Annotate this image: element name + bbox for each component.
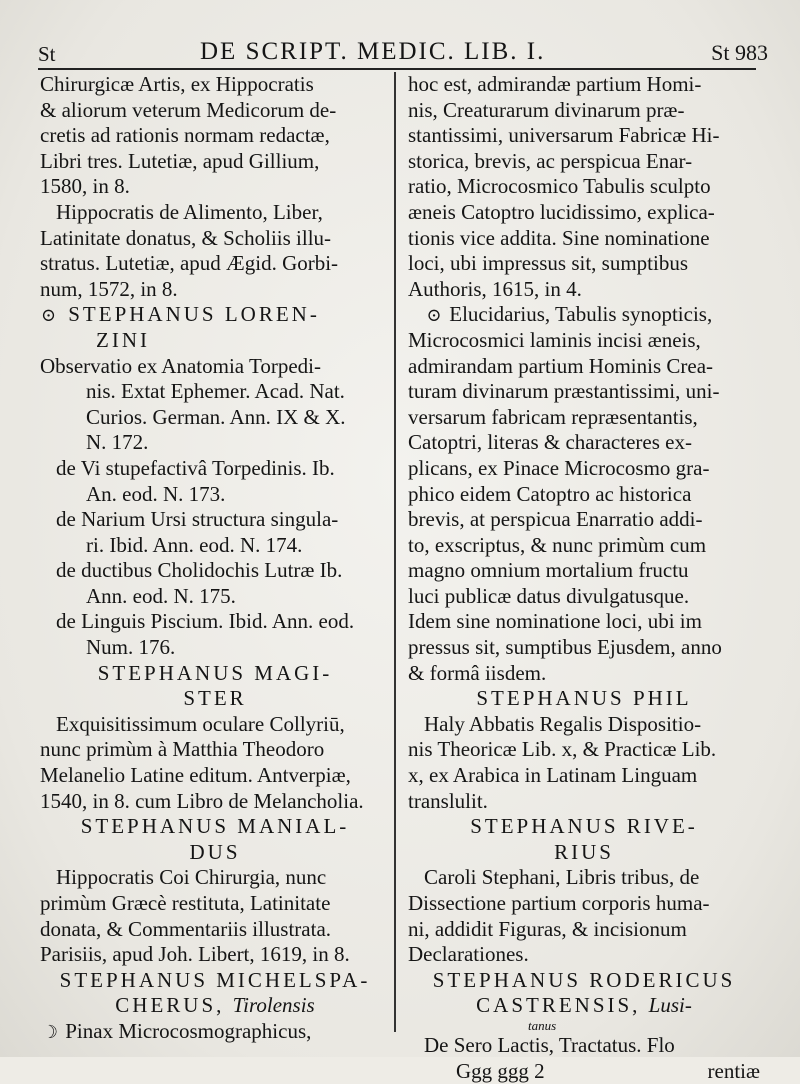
right-column <box>408 72 760 1084</box>
line-text: plicans, ex Pinace Microcosmo gra- <box>408 455 710 480</box>
right-line <box>408 814 760 840</box>
header-title: DE SCRIPT. MEDIC. LIB. I. <box>200 38 546 65</box>
line-text: Elucidarius, Tabulis synopticis, <box>449 302 713 327</box>
left-line <box>40 200 390 226</box>
right-line <box>408 533 760 559</box>
right-line <box>408 763 760 789</box>
right-line <box>408 328 760 354</box>
line-text: nis. Extat Ephemer. Acad. Nat. <box>86 379 345 404</box>
line-text: pressus sit, sumptibus Ejusdem, anno <box>408 635 722 660</box>
running-header <box>38 38 768 68</box>
line-text: Observatio ex Anatomia Torpedi- <box>40 353 321 378</box>
line-text: Dissectione partium corporis huma- <box>408 891 710 915</box>
line-text: stratus. Lutetiæ, apud Ægid. Gorbi- <box>40 251 339 276</box>
line-text: De Sero Lactis, Tractatus. Flo <box>424 1032 675 1057</box>
line-text: & formâ iisdem. <box>408 660 547 685</box>
line-text: loci, ubi impressus sit, sumptibus <box>408 251 689 276</box>
line-text: Catoptri, literas & characteres ex- <box>408 430 692 455</box>
left-line <box>40 226 390 252</box>
line-text: CHERUS, <box>115 993 233 1018</box>
line-text: admirandam partium Hominis Crea- <box>408 353 714 378</box>
line-text: ri. Ibid. Ann. eod. N. 174. <box>86 532 303 557</box>
line-text: tanus <box>528 1018 557 1033</box>
right-line <box>408 174 760 200</box>
left-line <box>40 379 390 405</box>
left-line <box>40 149 390 175</box>
line-text: turam divinarum præstantissimi, uni- <box>408 379 720 404</box>
left-line <box>40 584 390 610</box>
left-line <box>40 942 390 968</box>
line-text: versarum fabricam repræsentantis, <box>408 404 698 429</box>
line-text: nis, Creaturarum divinarum præ- <box>408 97 685 122</box>
right-line <box>408 993 760 1019</box>
header-right: St 983 <box>711 40 768 65</box>
right-line <box>408 737 760 763</box>
left-line <box>40 482 390 508</box>
line-text: STEPHANUS RODERICUS <box>432 967 736 992</box>
left-line <box>40 558 390 584</box>
right-line <box>408 891 760 917</box>
right-line <box>408 251 760 277</box>
left-line <box>40 302 390 328</box>
left-line <box>40 72 390 98</box>
header-left: St <box>38 42 56 66</box>
left-line <box>40 328 390 354</box>
line-text: phico eidem Catoptro ac historica <box>408 481 692 506</box>
left-line <box>40 789 390 815</box>
line-text: Haly Abbatis Regalis Dispositio- <box>424 711 702 736</box>
line-text: stantissimi, universarum Fabricæ Hi- <box>408 123 720 148</box>
left-line <box>40 251 390 277</box>
right-line <box>408 379 760 405</box>
right-line <box>408 72 760 98</box>
line-text: ZINI <box>96 327 150 352</box>
line-text: STEPHANUS MAGI- <box>97 660 333 685</box>
line-text: Chirurgicæ Artis, ex Hippocratis <box>40 72 314 96</box>
line-text: luci publicæ datus divulgatusque. <box>408 583 690 608</box>
left-line <box>40 174 390 200</box>
italic-epithet: Lusi- <box>648 993 692 1018</box>
line-text: primùm Græcè restituta, Latinitate <box>40 891 331 915</box>
line-text: Hippocratis de Alimento, Liber, <box>56 199 323 224</box>
line-text: tionis vice addita. Sine nominatione <box>408 225 710 250</box>
line-text: Pinax Microcosmographicus, <box>65 1018 312 1043</box>
right-line <box>408 354 760 380</box>
right-line <box>408 123 760 149</box>
line-text: nunc primùm à Matthia Theodoro <box>40 737 325 762</box>
left-line <box>40 917 390 943</box>
right-line <box>408 149 760 175</box>
right-line <box>408 507 760 533</box>
line-text: Caroli Stephani, Libris tribus, de <box>424 865 700 890</box>
line-text: Idem sine nominatione loci, ubi im <box>408 609 702 634</box>
line-text: Melanelio Latine editum. Antverpiæ, <box>40 763 351 788</box>
catchword: rentiæ <box>707 1058 760 1083</box>
line-text: de Vi stupefactivâ Torpedinis. Ib. <box>56 455 335 480</box>
line-text: Authoris, 1615, in 4. <box>408 276 582 301</box>
line-text: num, 1572, in 8. <box>40 276 178 301</box>
right-line <box>408 98 760 124</box>
right-line <box>408 1019 760 1033</box>
line-text: x, ex Arabica in Latinam Linguam <box>408 763 698 788</box>
line-text: STEPHANUS LOREN- <box>68 302 320 327</box>
left-line <box>40 891 390 917</box>
column-divider <box>394 72 396 1032</box>
line-text: 1580, in 8. <box>40 174 130 199</box>
left-line <box>40 533 390 559</box>
line-text: Ann. eod. N. 175. <box>86 583 236 608</box>
line-text: translulit. <box>408 788 488 813</box>
line-text: nis Theoricæ Lib. x, & Practicæ Lib. <box>408 737 717 762</box>
line-text: Microcosmici laminis incisi æneis, <box>408 327 701 352</box>
line-text: de Narium Ursi structura singula- <box>56 507 339 532</box>
left-line <box>40 737 390 763</box>
line-text: ratio, Microcosmico Tabulis sculpto <box>408 174 711 199</box>
left-line <box>40 814 390 840</box>
left-line <box>40 763 390 789</box>
line-text: Libri tres. Lutetiæ, apud Gillium, <box>40 148 320 173</box>
section-mark-icon: ⊙ <box>426 305 442 326</box>
line-text: ni, addidit Figuras, & incisionum <box>408 916 687 941</box>
line-text: Ggg ggg 2 <box>456 1058 545 1083</box>
left-line <box>40 661 390 687</box>
right-line <box>408 456 760 482</box>
right-line <box>408 558 760 584</box>
right-line <box>408 584 760 610</box>
left-line <box>40 609 390 635</box>
left-line <box>40 635 390 661</box>
left-line <box>40 686 390 712</box>
line-text: STEPHANUS MICHELSPA- <box>59 967 371 992</box>
left-line <box>40 712 390 738</box>
left-line <box>40 405 390 431</box>
right-line <box>408 1059 760 1084</box>
line-text: Latinitate donatus, & Scholiis illu- <box>40 225 332 250</box>
right-line <box>408 635 760 661</box>
right-line <box>408 277 760 303</box>
left-line <box>40 456 390 482</box>
left-line <box>40 865 390 891</box>
header-rule <box>38 68 756 70</box>
left-line <box>40 993 390 1019</box>
right-line <box>408 609 760 635</box>
left-line <box>40 430 390 456</box>
line-text: æneis Catoptro lucidissimo, explica- <box>408 199 715 224</box>
italic-epithet: Tirolensis <box>232 993 315 1018</box>
line-text: donata, & Commentariis illustrata. <box>40 916 332 941</box>
line-text: DUS <box>189 839 241 864</box>
left-line <box>40 354 390 380</box>
left-line <box>40 840 390 866</box>
section-mark-icon: ⊙ <box>40 305 60 326</box>
line-text: storica, brevis, ac perspicua Enar- <box>408 148 693 173</box>
line-text: 1540, in 8. cum Libro de Melancholia. <box>40 788 364 813</box>
line-text: An. eod. N. 173. <box>86 481 226 506</box>
line-text: N. 172. <box>86 430 149 455</box>
line-text: STEPHANUS PHIL <box>476 686 692 711</box>
left-line <box>40 968 390 994</box>
right-line <box>408 1033 760 1059</box>
line-text: Num. 176. <box>86 635 176 660</box>
line-text: Curios. German. Ann. IX & X. <box>86 404 346 429</box>
right-line <box>408 942 760 968</box>
line-text: STEPHANUS RIVE- <box>470 814 698 839</box>
right-line <box>408 712 760 738</box>
line-text: RIUS <box>554 839 614 864</box>
line-text: Parisiis, apud Joh. Libert, 1619, in 8. <box>40 942 350 967</box>
left-line <box>40 507 390 533</box>
right-line <box>408 789 760 815</box>
line-text: Exquisitissimum oculare Collyriū, <box>56 711 345 736</box>
right-line <box>408 302 760 328</box>
line-text: Declarationes. <box>408 942 529 967</box>
line-text: hoc est, admirandæ partium Homi- <box>408 72 702 96</box>
line-text: brevis, at perspicua Enarratio addi- <box>408 507 703 532</box>
right-line <box>408 405 760 431</box>
line-text: STEPHANUS MANIAL- <box>80 814 350 839</box>
right-line <box>408 482 760 508</box>
line-text: Hippocratis Coi Chirurgia, nunc <box>56 865 327 890</box>
right-line <box>408 840 760 866</box>
right-line <box>408 865 760 891</box>
left-line <box>40 1019 390 1045</box>
line-text: to, exscriptus, & nunc primùm cum <box>408 532 707 557</box>
line-text: STER <box>183 686 247 711</box>
left-column <box>40 72 390 1045</box>
left-line <box>40 277 390 303</box>
left-line <box>40 98 390 124</box>
left-line <box>40 123 390 149</box>
line-text: cretis ad rationis normam redactæ, <box>40 123 330 148</box>
right-line <box>408 226 760 252</box>
section-mark-icon: ☽ <box>41 1021 59 1042</box>
right-line <box>408 200 760 226</box>
right-line <box>408 686 760 712</box>
line-text: & aliorum veterum Medicorum de- <box>40 97 337 122</box>
right-line <box>408 968 760 994</box>
right-line <box>408 917 760 943</box>
right-line <box>408 661 760 687</box>
line-text: de Linguis Piscium. Ibid. Ann. eod. <box>56 609 355 634</box>
right-line <box>408 430 760 456</box>
line-text: de ductibus Cholidochis Lutræ Ib. <box>56 558 343 583</box>
line-text: magno omnium mortalium fructu <box>408 558 689 583</box>
line-text: CASTRENSIS, <box>476 993 649 1018</box>
